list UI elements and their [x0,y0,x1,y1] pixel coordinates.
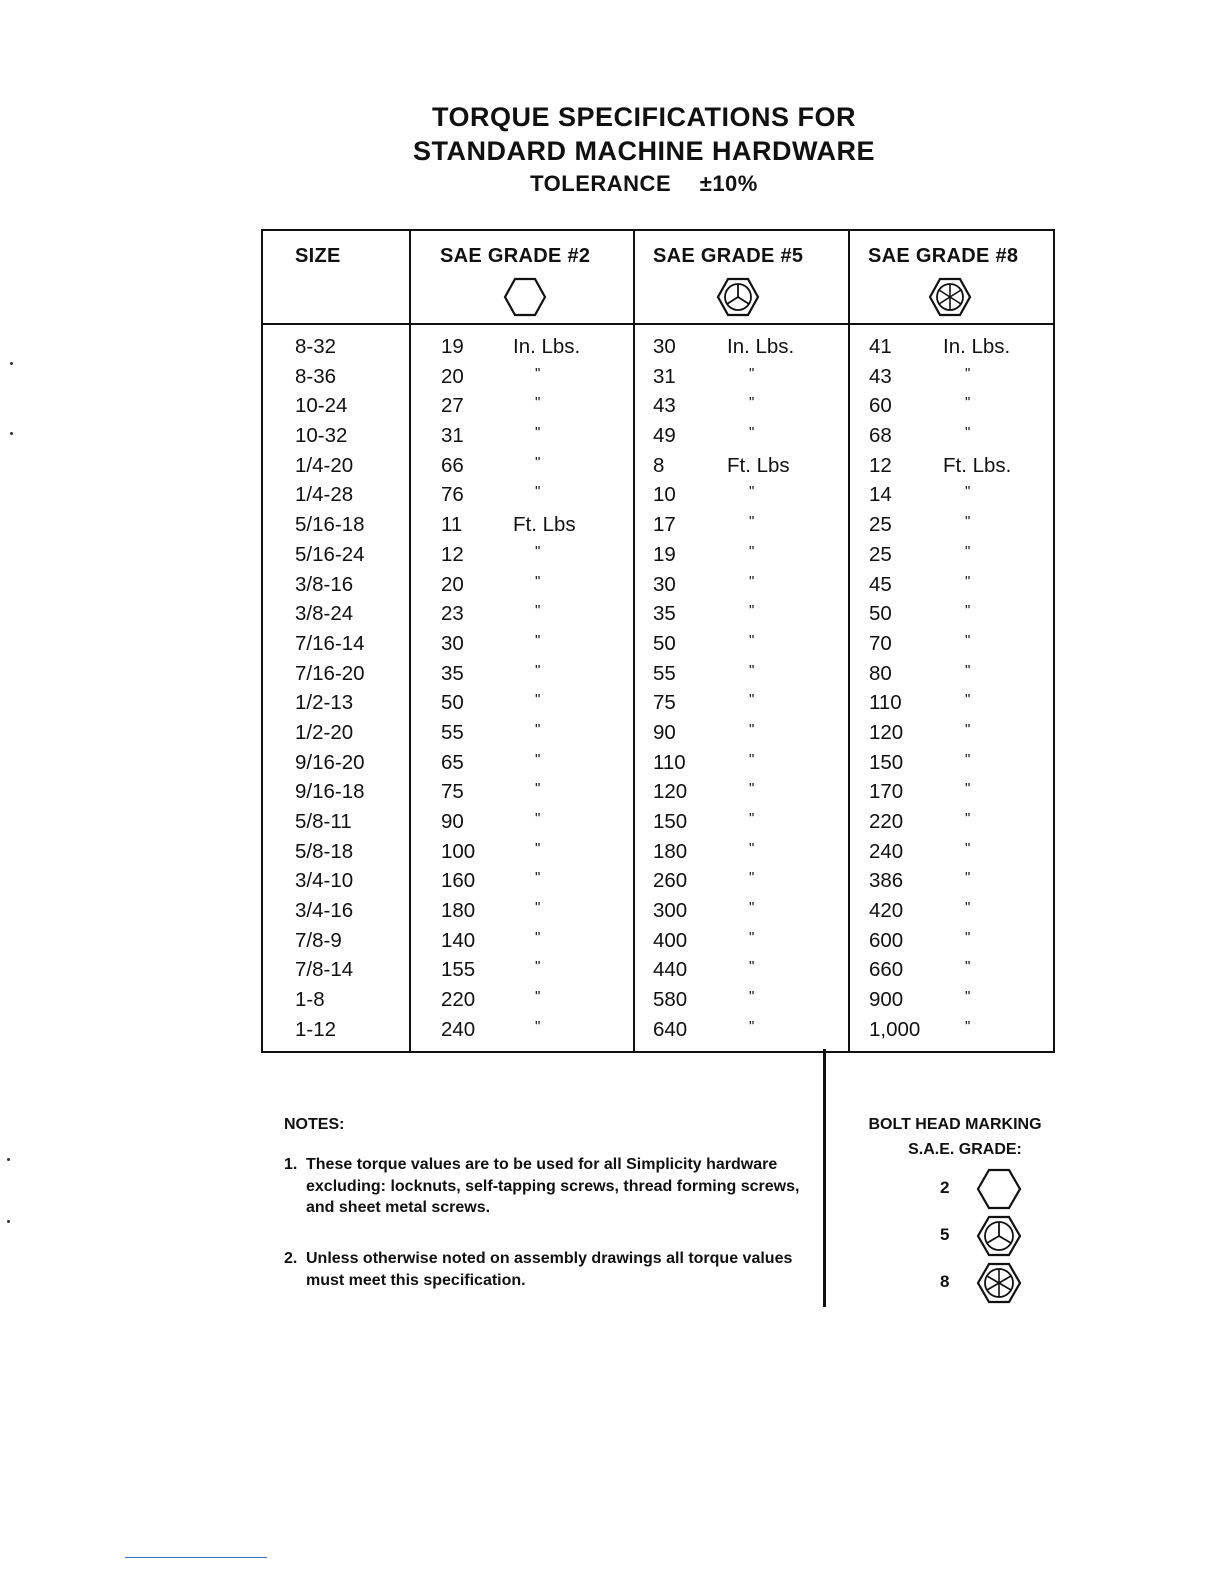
table-row [263,481,1053,511]
grade5-value: 30 [653,335,676,358]
note-text: These torque values are to be used for all Simplicity hardware excluding: locknuts, self-tapping screws, thread forming screws, and sheet metal screws. [306,1156,800,1216]
grade8-unit: " [965,958,971,976]
grade8-unit: " [965,899,971,917]
grade2-unit: " [535,364,541,382]
grade5-unit: " [749,839,755,857]
grade2-unit: " [535,869,541,887]
note-number: 2. [284,1250,298,1267]
grade8-value: 25 [869,542,892,566]
grade2-unit: " [535,720,541,738]
grade5-unit: " [749,988,755,1006]
grade5-value: 180 [653,839,688,863]
scan-speck [7,1220,10,1223]
notes-divider [823,1049,826,1307]
hex-six-line-icon [976,1262,1022,1304]
grade8-unit: " [965,988,971,1006]
marking-subtitle: S.A.E. GRADE: [908,1141,1022,1158]
grade8-unit: " [965,394,971,412]
grade5-value: 19 [653,542,676,566]
grade8-value: 170 [869,780,904,804]
table-row [263,719,1053,749]
grade-label: 2 [940,1178,950,1197]
grade2-value: 75 [441,780,464,804]
grade8-unit: " [965,424,971,442]
tolerance-value: ±10% [699,171,758,196]
table-row [263,838,1053,868]
size-cell: 7/8-14 [295,958,354,982]
grade2-unit: " [535,928,541,946]
table-row [263,749,1053,779]
table-row [263,422,1053,452]
size-cell: 1-12 [295,1017,337,1041]
grade8-value: 120 [869,720,904,744]
size-cell: 1/2-20 [295,720,354,744]
grade2-value: 50 [441,691,464,715]
grade5-unit: " [749,720,755,738]
grade5-unit: " [749,424,755,442]
grade5-value: 110 [653,750,686,774]
grade2-value: 31 [441,424,464,448]
grade2-value: 140 [441,928,476,952]
table-row [263,1016,1053,1046]
grade8-value: 110 [869,691,902,715]
grade8-unit: " [965,750,971,768]
grade8-unit: In. Lbs. [943,335,1011,358]
grade5-unit: " [749,869,755,887]
grade5-value: 30 [653,572,676,596]
size-cell: 9/16-20 [295,750,365,774]
table-row [263,778,1053,808]
table-row [263,808,1053,838]
note-number: 1. [284,1156,298,1173]
grade2-unit: " [535,453,541,471]
grade5-value: 49 [653,424,676,448]
grade8-value: 900 [869,988,904,1012]
table-row [263,452,1053,482]
size-cell: 10-32 [295,424,348,448]
grade8-unit: " [965,839,971,857]
grade2-value: 27 [441,394,464,418]
size-cell: 10-24 [295,394,348,418]
table-row [263,956,1053,986]
header-grade5: SAE GRADE #5 [653,245,804,267]
note-text: Unless otherwise noted on assembly drawings all torque values must meet this specification. [306,1250,793,1289]
grade2-value: 240 [441,1017,476,1041]
grade5-value: 35 [653,602,676,626]
size-cell: 1/4-28 [295,483,354,507]
grade2-value: 65 [441,750,464,774]
grade8-value: 68 [869,424,892,448]
grade5-value: 580 [653,988,688,1012]
grade5-unit: " [749,364,755,382]
grade-label: 8 [940,1272,950,1291]
size-cell: 8-32 [295,335,337,358]
grade8-value: 43 [869,364,892,388]
hex-six-line-icon [928,277,972,317]
grade5-value: 75 [653,691,676,715]
grade2-value: 11 [441,513,463,537]
grade5-value: 31 [653,364,676,388]
page-title-line2: STANDARD MACHINE HARDWARE [413,136,875,166]
grade8-unit: " [965,483,971,501]
grade2-unit: " [535,780,541,798]
grade5-value: 17 [653,513,676,537]
grade2-value: 55 [441,720,464,744]
grade2-unit: " [535,602,541,620]
size-cell: 1/2-13 [295,691,354,715]
grade5-unit: " [749,542,755,560]
grade8-unit: " [965,661,971,679]
grade8-value: 14 [869,483,892,507]
grade2-value: 90 [441,810,464,833]
grade8-value: 150 [869,750,904,774]
size-cell: 9/16-18 [295,780,365,804]
grade5-unit: " [749,691,755,709]
size-cell: 5/16-24 [295,542,365,566]
grade5-unit: " [749,780,755,798]
grade2-value: 100 [441,839,476,863]
grade8-value: 220 [869,810,904,833]
header-size: SIZE [295,245,341,267]
grade5-value: 260 [653,869,688,893]
grade2-value: 20 [441,364,464,388]
grade2-value: 35 [441,661,464,685]
grade8-value: 25 [869,513,892,537]
grade5-unit: " [749,394,755,412]
grade5-value: 440 [653,958,688,982]
grade5-value: 43 [653,394,676,418]
size-cell: 7/8-9 [295,928,342,952]
grade8-unit: " [965,542,971,560]
grade5-value: 8 [653,453,665,477]
grade8-value: 45 [869,572,892,596]
grade2-unit: Ft. Lbs [513,513,576,537]
grade5-unit: " [749,958,755,976]
table-row [263,927,1053,957]
grade2-unit: " [535,750,541,768]
note-item [284,1154,814,1219]
size-cell: 3/4-10 [295,869,354,893]
header-divider [263,323,1053,325]
tolerance-line [0,171,1224,197]
grade8-value: 41 [869,335,892,358]
grade5-unit: " [749,928,755,946]
grade2-unit: " [535,691,541,709]
grade-label: 5 [940,1225,950,1244]
grade8-value: 660 [869,958,904,982]
grade2-unit: " [535,661,541,679]
table-row [263,660,1053,690]
table-row [263,600,1053,630]
grade5-unit: " [749,602,755,620]
grade5-value: 640 [653,1017,688,1041]
grade8-unit: " [965,364,971,382]
grade2-value: 30 [441,631,464,655]
table-row [263,867,1053,897]
marking-title: BOLT HEAD MARKING [868,1116,1042,1133]
grade2-value: 76 [441,483,464,507]
grade8-value: 386 [869,869,904,893]
grade8-value: 600 [869,928,904,952]
grade2-unit: " [535,631,541,649]
grade5-unit: " [749,483,755,501]
grade2-value: 180 [441,899,476,923]
grade8-unit: " [965,602,971,620]
grade5-value: 90 [653,720,676,744]
page-title-line1: TORQUE SPECIFICATIONS FOR [431,102,857,132]
grade5-unit: " [749,572,755,590]
hex-plain-icon [503,277,547,317]
grade2-unit: " [535,810,541,827]
grade8-value: 240 [869,839,904,863]
table-row [263,897,1053,927]
grade8-value: 12 [869,453,892,477]
grade8-value: 70 [869,631,892,655]
grade2-value: 155 [441,958,476,982]
size-cell: 7/16-14 [295,631,365,655]
size-cell: 7/16-20 [295,661,365,685]
scan-speck [10,432,13,435]
grade2-value: 19 [441,335,464,358]
size-cell: 8-36 [295,364,337,388]
grade5-unit: " [749,661,755,679]
grade2-unit: " [535,572,541,590]
grade2-unit: " [535,394,541,412]
grade5-value: 150 [653,810,688,833]
grade2-unit: " [535,958,541,976]
size-cell: 5/8-18 [295,839,354,863]
table-row [263,986,1053,1016]
grade8-value: 50 [869,602,892,626]
grade5-unit: " [749,513,755,531]
grade2-unit: " [535,988,541,1006]
grade8-unit: " [965,810,971,827]
table-row [263,363,1053,393]
grade5-value: 55 [653,661,676,685]
grade2-value: 66 [441,453,464,477]
size-cell: 1-8 [295,988,325,1012]
grade8-unit: " [965,513,971,531]
scan-speck [10,362,13,365]
notes-title: NOTES: [284,1116,345,1133]
grade8-value: 80 [869,661,892,685]
note-item [284,1248,814,1291]
grade5-unit: " [749,810,755,827]
grade8-value: 60 [869,394,892,418]
grade5-unit: " [749,1017,755,1035]
table-row [263,541,1053,571]
grade8-unit: " [965,572,971,590]
grade8-value: 420 [869,899,904,923]
grade2-value: 160 [441,869,476,893]
hex-three-line-icon [976,1215,1022,1257]
grade2-unit: " [535,839,541,857]
grade2-unit: " [535,1017,541,1035]
grade2-unit: " [535,542,541,560]
grade8-unit: " [965,720,971,738]
table-row [263,392,1053,422]
grade8-unit: " [965,780,971,798]
table-row [263,511,1053,541]
grade8-unit: " [965,928,971,946]
size-cell: 1/4-20 [295,453,354,477]
scan-artifact-line [125,1557,267,1558]
grade8-unit: " [965,869,971,887]
table-row [263,630,1053,660]
grade5-value: 120 [653,780,688,804]
grade2-unit: " [535,483,541,501]
grade8-unit: Ft. Lbs. [943,453,1012,477]
table-row [263,333,1053,363]
grade8-unit: " [965,1017,971,1035]
grade5-unit: " [749,750,755,768]
grade5-unit: Ft. Lbs [727,453,790,477]
grade8-unit: " [965,631,971,649]
grade5-unit: In. Lbs. [727,335,795,358]
header-grade8: SAE GRADE #8 [868,245,1019,267]
grade5-value: 400 [653,928,688,952]
grade5-unit: " [749,899,755,917]
grade2-unit: " [535,424,541,442]
grade5-unit: " [749,631,755,649]
size-cell: 3/8-24 [295,602,354,626]
table-row [263,689,1053,719]
size-cell: 5/8-11 [295,810,352,833]
grade2-value: 220 [441,988,476,1012]
hex-plain-icon [976,1168,1022,1210]
table-row [263,571,1053,601]
grade2-value: 20 [441,572,464,596]
size-cell: 3/8-16 [295,572,354,596]
grade5-value: 50 [653,631,676,655]
tolerance-label: TOLERANCE [530,171,672,196]
table-body [263,333,1053,1046]
size-cell: 5/16-18 [295,513,365,537]
torque-table [261,229,1055,1053]
grade8-value: 1,000 [869,1017,921,1041]
hex-three-line-icon [716,277,760,317]
size-cell: 3/4-16 [295,899,354,923]
grade2-unit: " [535,899,541,917]
grade2-value: 12 [441,542,464,566]
grade5-value: 10 [653,483,676,507]
grade2-unit: In. Lbs. [513,335,581,358]
grade2-value: 23 [441,602,464,626]
grade5-value: 300 [653,899,688,923]
grade8-unit: " [965,691,971,709]
header-grade2: SAE GRADE #2 [440,245,591,267]
scan-speck [7,1158,10,1161]
